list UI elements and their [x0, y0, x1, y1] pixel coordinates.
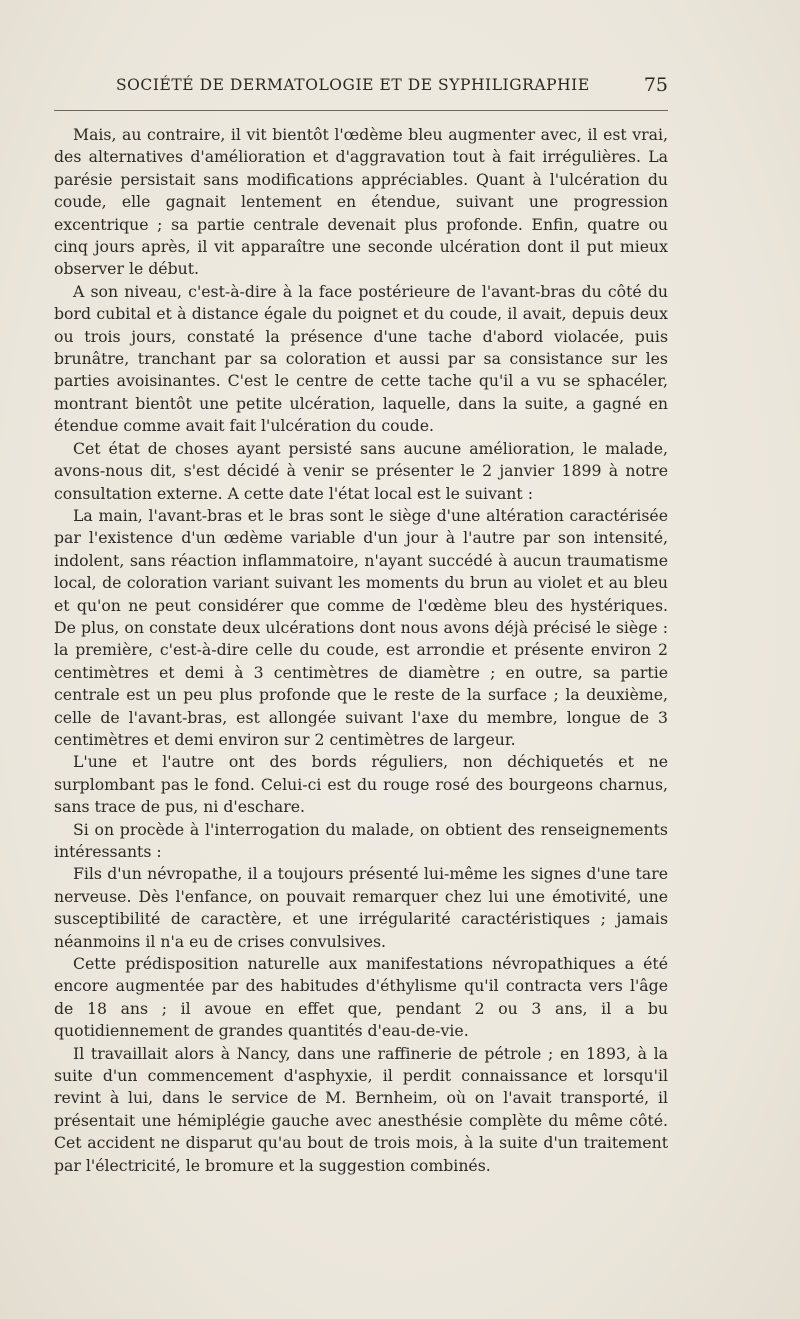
- paragraph: Il travaillait alors à Nancy, dans une raffinerie de pétrole ; en 1893, à la suite d'un commencement d'asphyxie, il perdit connaissance et lorsqu'il revint à lui, dans le service de M. Bernheim, où on l'avait transporté, il présentait une hémiplégie gauche avec anesthésie complète du même côté. Cet accident ne disparut qu'au bout de trois mois, à la suite d'un traitement par l'électricité, le bromure et la suggestion combinés.: [54, 1043, 668, 1175]
- page-number: 75: [643, 74, 668, 96]
- body-text: [54, 124, 668, 1177]
- paragraph: Fils d'un névropathe, il a toujours présenté lui-même les signes d'une tare nerveuse. Dès l'enfance, on pouvait remarquer chez lui une émotivité, une susceptibilité de caractère, et une irrégularité caractéristiques ; jamais néanmoins il n'a eu de crises convulsives.: [54, 864, 668, 951]
- paragraph: A son niveau, c'est-à-dire à la face postérieure de l'avant-bras du côté du bord cubital et à distance égale du poignet et du coude, il avait, depuis deux ou trois jours, constaté la présence d'une tache d'abord violacée, puis brunâtre, tranchant par sa coloration et aussi par sa consistance sur les parties avoisinantes. C'est le centre de cette tache qu'il a vu se sphacéler, montrant bientôt une petite ulcération, laquelle, dans la suite, a gagné en étendue comme avait fait l'ulcération du coude.: [54, 281, 668, 436]
- paragraph: Mais, au contraire, il vit bientôt l'œdème bleu augmenter avec, il est vrai, des alternatives d'amélioration et d'aggravation tout à fait irrégulières. La parésie persistait sans modifications appréciables. Quant à l'ulcération du coude, elle gagnait lentement en étendue, suivant une progression excentrique ; sa partie centrale devenait plus profonde. Enfin, quatre ou cinq jours après, il vit apparaître une seconde ulcération dont il put mieux observer le début.: [54, 125, 668, 279]
- paragraph: Si on procède à l'interrogation du malade, on obtient des renseignements intéressants :: [54, 819, 668, 861]
- running-title: SOCIÉTÉ DE DERMATOLOGIE ET DE SYPHILIGRAPHIE: [116, 76, 590, 94]
- paragraph: Cette prédisposition naturelle aux manifestations névropathiques a été encore augmentée par des habitudes d'éthylisme qu'il contracta vers l'âge de 18 ans ; il avoue en effet que, pendant 2 ou 3 ans, il a bu quotidiennement de grandes quantités d'eau-de-vie.: [54, 954, 668, 1041]
- paragraph: L'une et l'autre ont des bords réguliers, non déchiquetés et ne surplombant pas le fond. Celui-ci est du rouge rosé des bourgeons charnus, sans trace de pus, ni d'eschare.: [54, 752, 668, 817]
- running-head: [54, 74, 668, 100]
- header-rule: [54, 110, 668, 111]
- paragraph: La main, l'avant-bras et le bras sont le siège d'une altération caractérisée par l'existence d'un œdème variable d'un jour à l'autre par son intensité, indolent, sans réaction inflammatoire, n'ayant succédé à aucun traumatisme local, de coloration variant suivant les moments du brun au violet et au bleu et qu'on ne peut considérer que comme de l'œdème bleu des hystériques. De plus, on constate deux ulcérations dont nous avons déjà précisé le siège : la première, c'est-à-dire celle du coude, est arrondie et présente environ 2 centimètres et demi à 3 centimètres de diamètre ; en outre, sa partie centrale est un peu plus profonde que le reste de la surface ; la deuxième, celle de l'avant-bras, est allongée suivant l'axe du membre, longue de 3 centimètres et demi environ sur 2 centimètres de largeur.: [54, 505, 668, 749]
- paragraph: Cet état de choses ayant persisté sans aucune amélioration, le malade, avons-nous dit, s'est décidé à venir se présenter le 2 janvier 1899 à notre consultation externe. A cette date l'état local est le suivant :: [54, 438, 668, 503]
